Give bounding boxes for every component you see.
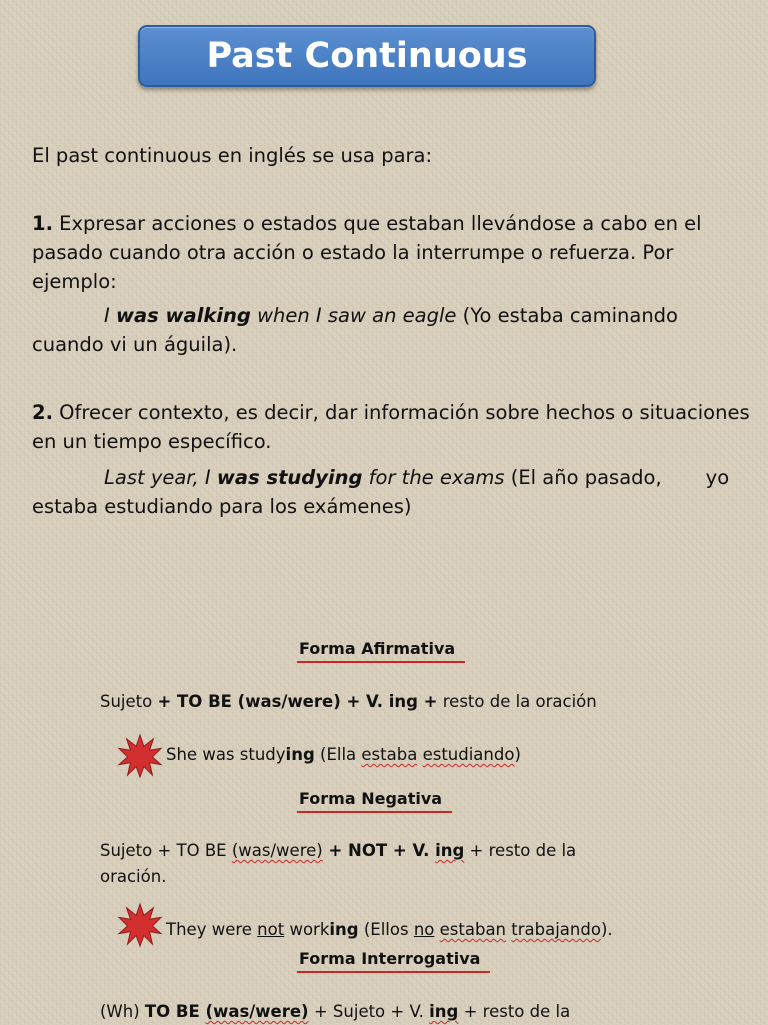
interrogative-heading: [299, 949, 480, 968]
interrogative-heading-text: Forma Interrogativa: [299, 949, 481, 968]
heading-underline: [297, 661, 465, 663]
negative-example: [166, 917, 613, 943]
affirmative-example-c: estaba: [361, 745, 418, 764]
example-2-en-a: Last year, I: [104, 466, 217, 489]
negative-example-no: no: [413, 920, 435, 939]
affirmative-example-e: ): [514, 745, 521, 764]
affirmative-formula-subject: Sujeto: [100, 692, 158, 711]
point-2-text: Ofrecer contexto, es decir, dar información sobre hechos o situaciones en un tiempo específico.: [32, 401, 750, 453]
negative-example-b: work: [284, 920, 330, 939]
point-1-number: 1.: [32, 212, 53, 235]
negative-formula: [100, 838, 576, 890]
heading-underline: [297, 971, 490, 973]
intro-text: El past continuous en inglés se usa para:: [32, 144, 433, 167]
affirmative-example-d: estudiando: [422, 745, 515, 764]
interrogative-formula-a: (Wh): [100, 1002, 145, 1021]
negative-formula-d: ing: [435, 841, 465, 860]
affirmative-formula-verb: + TO BE (was/were) + V. ing +: [157, 692, 438, 711]
negative-formula-f: oración.: [100, 867, 167, 886]
negative-formula-c: + NOT + V.: [322, 841, 436, 860]
affirmative-example-ing: ing: [285, 745, 315, 764]
point-2-number: 2.: [32, 401, 53, 424]
affirmative-example-a: She was study: [166, 745, 286, 764]
negative-formula-e: + resto de la: [464, 841, 577, 860]
example-2-es-a: (El año pasado,: [504, 466, 662, 489]
interrogative-formula-f: + resto de la: [458, 1002, 571, 1021]
example-2-en-b: for the exams: [362, 466, 505, 489]
red-starburst-icon: [117, 733, 163, 779]
heading-underline: [297, 811, 452, 813]
negative-example-d: estaban: [439, 920, 507, 939]
point-1-example: [32, 301, 752, 359]
negative-example-f: ).: [600, 920, 613, 939]
example-1-en-bold: was walking: [115, 304, 251, 327]
interrogative-formula-b: TO BE: [144, 1002, 206, 1021]
affirmative-example: [166, 742, 521, 768]
red-starburst-icon: [117, 902, 163, 948]
interrogative-formula-c: (was/were): [205, 1002, 309, 1021]
affirmative-formula: [100, 689, 597, 715]
affirmative-heading-text: Forma Afirmativa: [299, 639, 456, 658]
point-2-example: [32, 463, 752, 521]
example-2-es-b: yo estaba estudiando para los exámenes): [32, 466, 730, 518]
affirmative-example-b: (Ella: [314, 745, 362, 764]
negative-heading-text: Forma Negativa: [299, 789, 443, 808]
example-1-es: (Yo estaba caminando cuando vi un águila).: [32, 304, 678, 356]
interrogative-formula: [100, 999, 570, 1025]
negative-example-not: not: [257, 920, 285, 939]
affirmative-formula-rest: resto de la oración: [437, 692, 597, 711]
point-1: [32, 209, 752, 296]
page-title: Past Continuous: [206, 36, 528, 76]
negative-formula-b: (was/were): [231, 841, 323, 860]
interrogative-formula-e: ing: [429, 1002, 459, 1021]
interrogative-formula-d: + Sujeto + V.: [308, 1002, 430, 1021]
point-2: [32, 398, 752, 456]
example-2-en-bold: was studying: [216, 466, 363, 489]
negative-example-e: trabajando: [511, 920, 601, 939]
affirmative-heading: [299, 639, 455, 658]
negative-heading: [299, 789, 442, 808]
negative-example-ing: ing: [329, 920, 359, 939]
negative-example-c: (Ellos: [358, 920, 414, 939]
negative-formula-a: Sujeto + TO BE: [100, 841, 232, 860]
negative-example-a: They were: [166, 920, 258, 939]
title-banner: [138, 25, 596, 87]
example-1-en-b: when I saw an eagle: [250, 304, 457, 327]
point-1-text: Expresar acciones o estados que estaban llevándose a cabo en el pasado cuando otra acción o estado la interrumpe o refuerza. Por ejemplo:: [32, 212, 702, 293]
example-1-en-a: I: [104, 304, 116, 327]
